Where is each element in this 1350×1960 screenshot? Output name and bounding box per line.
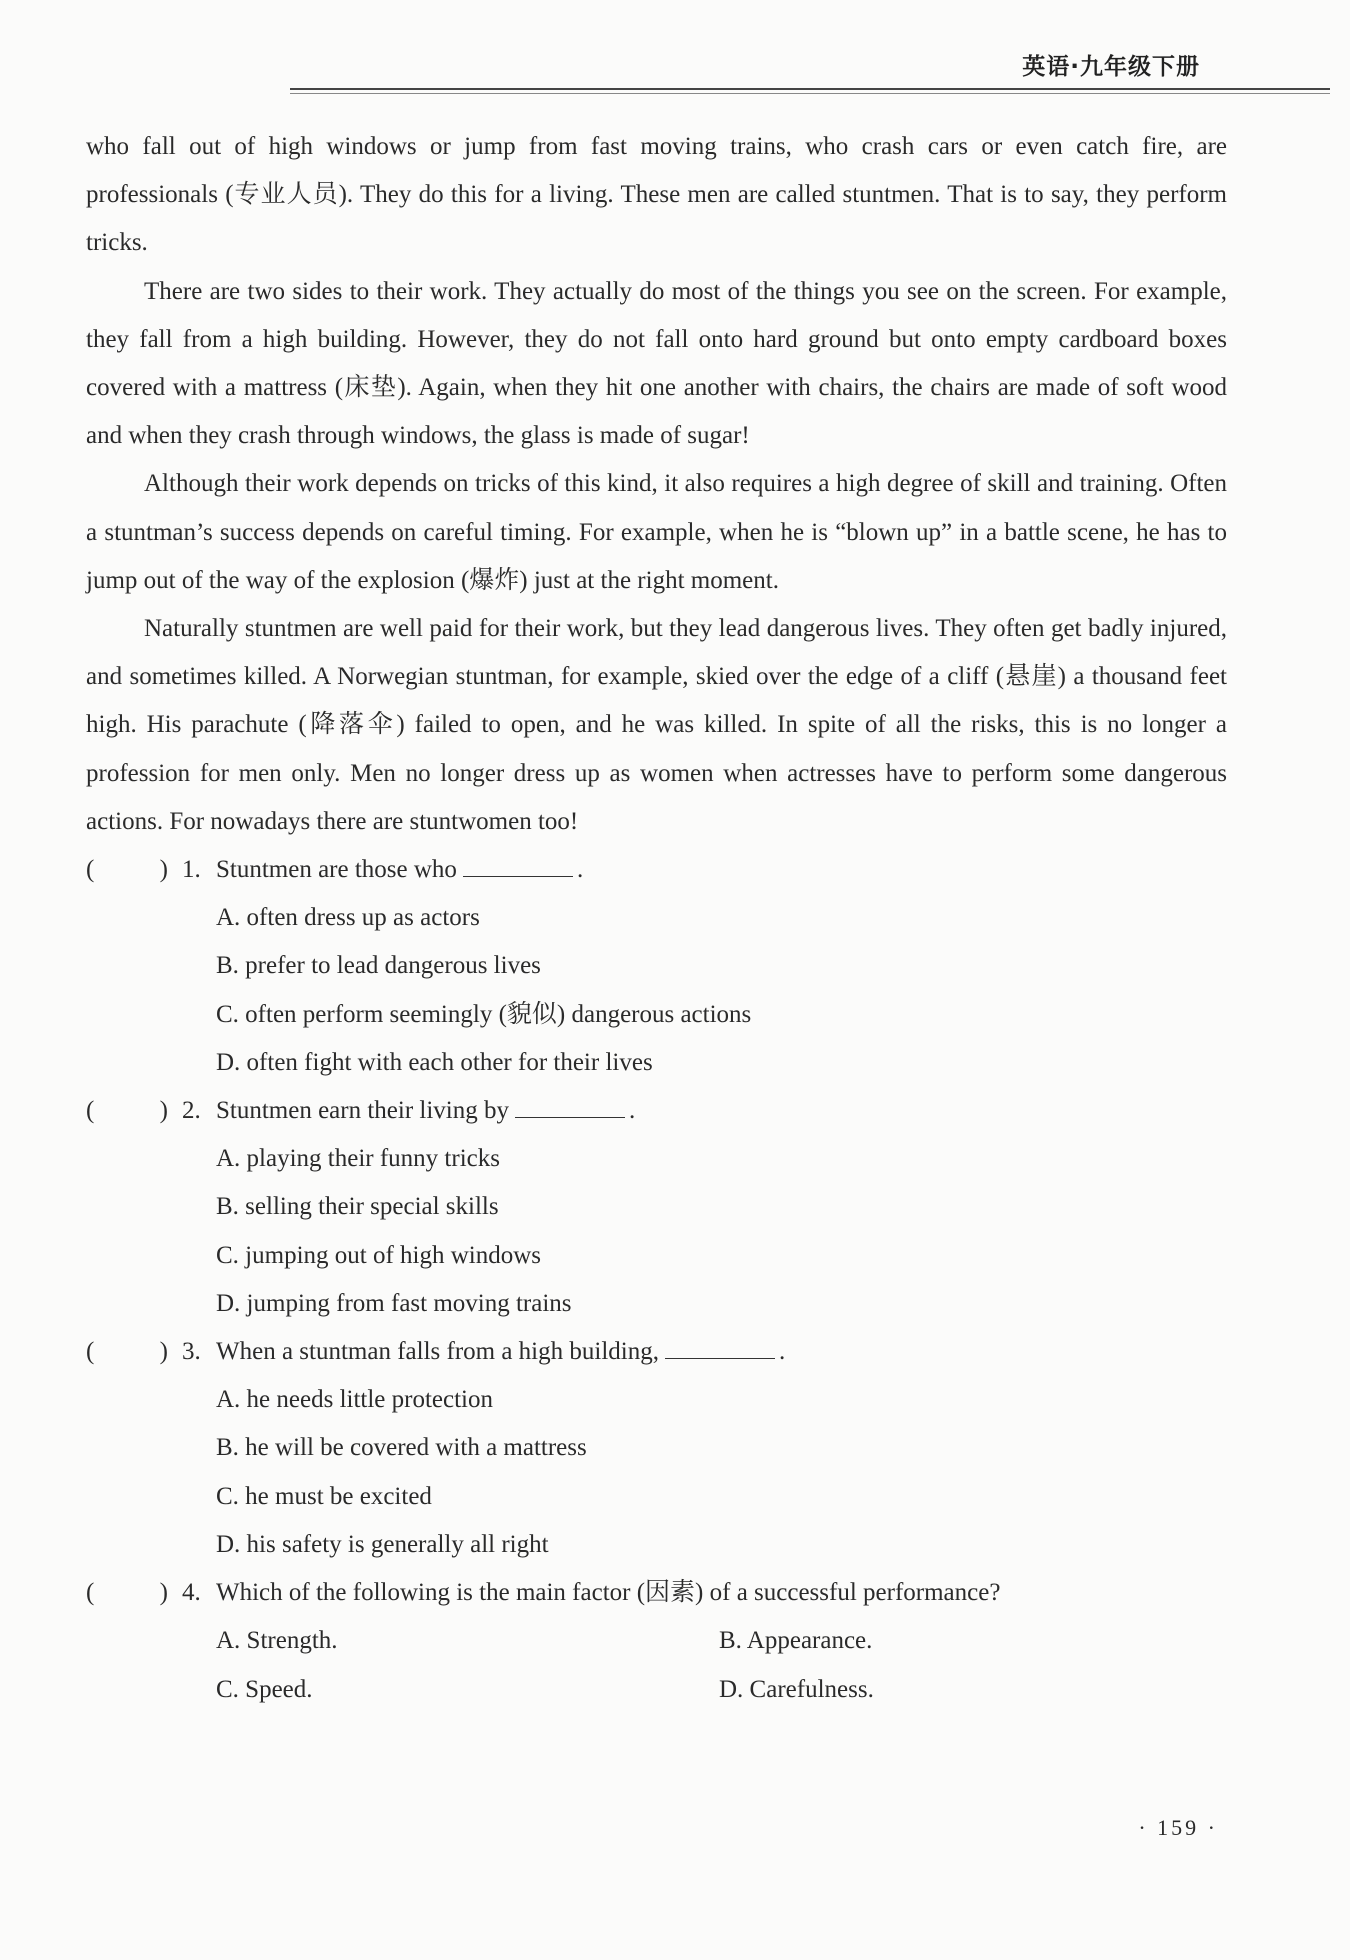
option-a: A. Strength.	[216, 1627, 338, 1655]
option-b: B. prefer to lead dangerous lives	[216, 952, 541, 980]
option-row	[86, 1666, 1227, 1714]
passage-paragraph: who fall out of high windows or jump from fast moving trains, who crash cars or even catch fire, are professionals (专业人员). They do this for a living. These men are called stuntmen. That is to say, they perform tricks.	[86, 133, 1227, 257]
question-stem	[216, 1328, 1227, 1376]
answer-bracket-close: )	[159, 1579, 168, 1607]
answer-bracket[interactable]	[86, 846, 182, 894]
answer-bracket[interactable]	[86, 1328, 182, 1376]
question-number: 4.	[182, 1579, 201, 1607]
option-c: C. Speed.	[216, 1675, 313, 1703]
question-stem: Which of the following is the main factor (因素) of a successful performance?	[216, 1579, 1001, 1607]
answer-bracket-open: (	[86, 856, 95, 884]
option-d: D. jumping from fast moving trains	[216, 1289, 572, 1317]
option-c: C. often perform seemingly (貌似) dangerous actions	[216, 1000, 752, 1028]
option-a: A. he needs little protection	[216, 1386, 494, 1414]
question-stem	[216, 1087, 1227, 1135]
answer-bracket-close: )	[159, 856, 168, 884]
option-c: C. jumping out of high windows	[216, 1241, 542, 1269]
page-number: · 159 ·	[1138, 1815, 1218, 1840]
page-header-title: 英语·九年级下册	[1022, 54, 1200, 80]
question-number: 3.	[182, 1338, 201, 1366]
option-d: D. Carefulness.	[719, 1675, 874, 1703]
answer-bracket-close: )	[159, 1097, 168, 1125]
passage-paragraph: Although their work depends on tricks of this kind, it also requires a high degree of skill and training. Often a stuntman’s success depends on careful timing. For example, when he is “blown up” in a battle scene, he has to jump out of the way of the explosion (爆炸) just at the right moment.	[86, 470, 1227, 594]
answer-bracket[interactable]	[86, 1569, 182, 1617]
answer-bracket-open: (	[86, 1579, 95, 1607]
question-4	[86, 1569, 1227, 1714]
passage-paragraph: Naturally stuntmen are well paid for their work, but they lead dangerous lives. They often get badly injured, and sometimes killed. A Norwegian stuntman, for example, skied over the edge of a cliff (悬崖) a thousand feet high. His parachute (降落伞) failed to open, and he was killed. In spite of all the risks, this is no longer a profession for men only. Men no longer dress up as women when actresses have to perform some dangerous actions. For nowadays there are stuntwomen too!	[86, 615, 1227, 835]
page-content	[86, 123, 1227, 1714]
answer-blank	[463, 852, 573, 877]
question-2	[86, 1087, 1227, 1328]
option-b: B. selling their special skills	[216, 1193, 499, 1221]
header-rule	[290, 88, 1330, 90]
question-stem-text: Stuntmen are those who	[216, 856, 457, 884]
answer-bracket-open: (	[86, 1338, 95, 1366]
question-stem-end: .	[576, 856, 584, 884]
option-c: C. he must be excited	[216, 1482, 432, 1510]
option-a: A. often dress up as actors	[216, 904, 480, 932]
option-b: B. he will be covered with a mattress	[216, 1434, 587, 1462]
question-stem-end: .	[778, 1338, 786, 1366]
option-d: D. his safety is generally all right	[216, 1530, 549, 1558]
question-stem	[216, 846, 1227, 894]
header-rule-thin	[290, 93, 1330, 94]
question-number: 2.	[182, 1097, 201, 1125]
question-stem-text: When a stuntman falls from a high building,	[216, 1338, 659, 1366]
question-1	[86, 846, 1227, 1087]
answer-bracket-close: )	[159, 1338, 168, 1366]
option-b: B. Appearance.	[719, 1627, 873, 1655]
answer-blank	[515, 1093, 625, 1118]
question-number: 1.	[182, 856, 201, 884]
answer-bracket[interactable]	[86, 1087, 182, 1135]
answer-bracket-open: (	[86, 1097, 95, 1125]
question-stem-text: Stuntmen earn their living by	[216, 1097, 510, 1125]
question-3	[86, 1328, 1227, 1569]
answer-blank	[665, 1334, 775, 1359]
option-a: A. playing their funny tricks	[216, 1145, 500, 1173]
passage-paragraph: There are two sides to their work. They actually do most of the things you see on the screen. For example, they fall from a high building. However, they do not fall onto hard ground but onto empty cardboard boxes covered with a mattress (床垫). Again, when they hit one another with chairs, the chairs are made of soft wood and when they crash through windows, the glass is made of sugar!	[86, 277, 1227, 450]
question-stem-end: .	[629, 1097, 636, 1125]
option-d: D. often fight with each other for their lives	[216, 1048, 653, 1076]
option-row	[86, 1617, 1227, 1665]
